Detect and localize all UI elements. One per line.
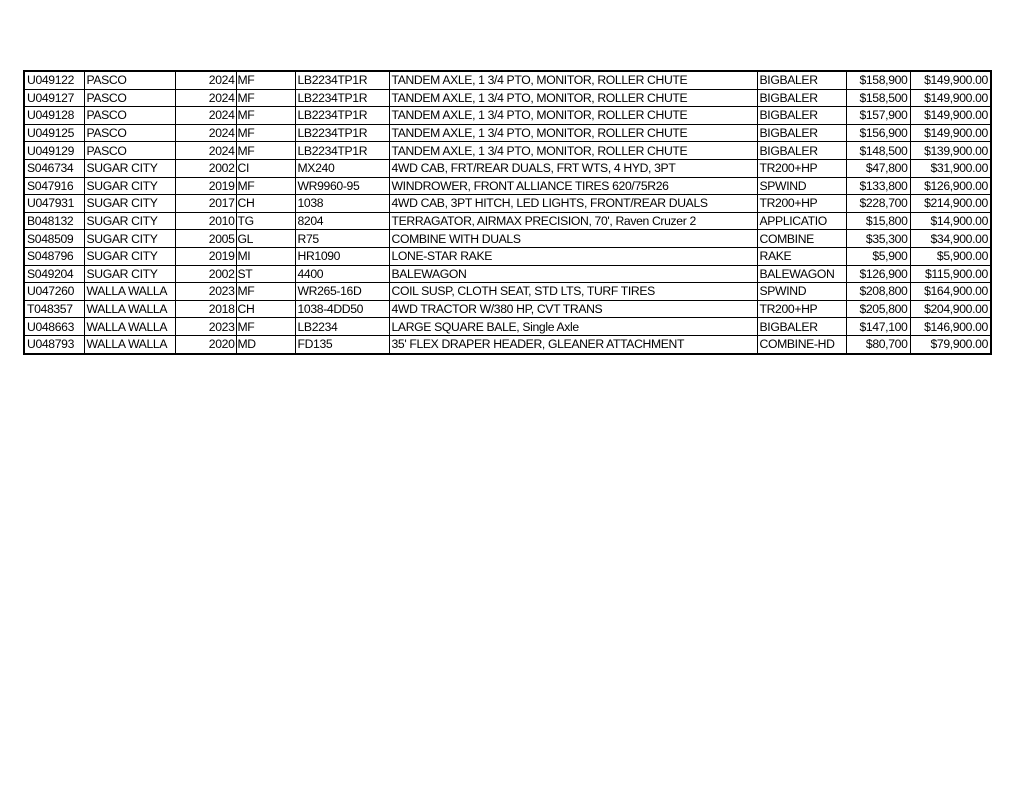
make-cell: CH — [236, 195, 295, 213]
year-cell: 2024 — [175, 142, 236, 160]
model-cell: LB2234 — [295, 318, 389, 336]
location-cell: PASCO — [84, 107, 175, 125]
list-price-cell: $205,800 — [846, 300, 910, 318]
table-row — [24, 247, 991, 265]
year-cell: 2024 — [175, 107, 236, 125]
year-cell: 2017 — [175, 195, 236, 213]
description-cell: TANDEM AXLE, 1 3/4 PTO, MONITOR, ROLLER CHUTE — [389, 71, 757, 89]
list-price-cell: $133,800 — [846, 177, 910, 195]
stock-number-cell: U048663 — [24, 318, 84, 336]
list-price-cell: $47,800 — [846, 159, 910, 177]
location-cell: WALLA WALLA — [84, 335, 175, 353]
sale-price-cell: $164,900.00 — [910, 283, 991, 301]
make-cell: MF — [236, 177, 295, 195]
table-row — [24, 265, 991, 283]
make-cell: MD — [236, 335, 295, 353]
list-price-cell: $5,900 — [846, 247, 910, 265]
sale-price-cell: $34,900.00 — [910, 230, 991, 248]
description-cell: 4WD CAB, FRT/REAR DUALS, FRT WTS, 4 HYD, 3PT — [389, 159, 757, 177]
location-cell: PASCO — [84, 124, 175, 142]
location-cell: SUGAR CITY — [84, 159, 175, 177]
stock-number-cell: U049128 — [24, 107, 84, 125]
model-cell: MX240 — [295, 159, 389, 177]
sale-price-cell: $115,900.00 — [910, 265, 991, 283]
year-cell: 2024 — [175, 89, 236, 107]
year-cell: 2002 — [175, 159, 236, 177]
description-cell: 4WD TRACTOR W/380 HP, CVT TRANS — [389, 300, 757, 318]
make-cell: MF — [236, 107, 295, 125]
category-cell: TR200+HP — [757, 159, 846, 177]
year-cell: 2020 — [175, 335, 236, 353]
table-row — [24, 142, 991, 160]
sale-price-cell: $79,900.00 — [910, 335, 991, 353]
make-cell: MI — [236, 247, 295, 265]
sale-price-cell: $149,900.00 — [910, 89, 991, 107]
stock-number-cell: U049127 — [24, 89, 84, 107]
list-price-cell: $228,700 — [846, 195, 910, 213]
description-cell: TERRAGATOR, AIRMAX PRECISION, 70', Raven Cruzer 2 — [389, 212, 757, 230]
description-cell: LARGE SQUARE BALE, Single Axle — [389, 318, 757, 336]
year-cell: 2024 — [175, 124, 236, 142]
year-cell: 2010 — [175, 212, 236, 230]
category-cell: TR200+HP — [757, 195, 846, 213]
sale-price-cell: $149,900.00 — [910, 107, 991, 125]
model-cell: LB2234TP1R — [295, 71, 389, 89]
model-cell: LB2234TP1R — [295, 89, 389, 107]
year-cell: 2023 — [175, 318, 236, 336]
list-price-cell: $80,700 — [846, 335, 910, 353]
table-row — [24, 124, 991, 142]
table-row — [24, 212, 991, 230]
category-cell: SPWIND — [757, 177, 846, 195]
description-cell: TANDEM AXLE, 1 3/4 PTO, MONITOR, ROLLER CHUTE — [389, 124, 757, 142]
make-cell: MF — [236, 124, 295, 142]
list-price-cell: $157,900 — [846, 107, 910, 125]
category-cell: APPLICATIO — [757, 212, 846, 230]
location-cell: SUGAR CITY — [84, 195, 175, 213]
make-cell: MF — [236, 318, 295, 336]
description-cell: 4WD CAB, 3PT HITCH, LED LIGHTS, FRONT/REAR DUALS — [389, 195, 757, 213]
sale-price-cell: $31,900.00 — [910, 159, 991, 177]
location-cell: PASCO — [84, 71, 175, 89]
year-cell: 2005 — [175, 230, 236, 248]
year-cell: 2018 — [175, 300, 236, 318]
model-cell: LB2234TP1R — [295, 124, 389, 142]
category-cell: BIGBALER — [757, 142, 846, 160]
list-price-cell: $158,500 — [846, 89, 910, 107]
description-cell: TANDEM AXLE, 1 3/4 PTO, MONITOR, ROLLER CHUTE — [389, 142, 757, 160]
sale-price-cell: $126,900.00 — [910, 177, 991, 195]
category-cell: RAKE — [757, 247, 846, 265]
location-cell: SUGAR CITY — [84, 212, 175, 230]
inventory-rows — [24, 71, 991, 354]
model-cell: WR9960-95 — [295, 177, 389, 195]
stock-number-cell: S046734 — [24, 159, 84, 177]
model-cell: 8204 — [295, 212, 389, 230]
make-cell: CH — [236, 300, 295, 318]
stock-number-cell: U047931 — [24, 195, 84, 213]
description-cell: BALEWAGON — [389, 265, 757, 283]
list-price-cell: $158,900 — [846, 71, 910, 89]
list-price-cell: $126,900 — [846, 265, 910, 283]
stock-number-cell: U047260 — [24, 283, 84, 301]
make-cell: CI — [236, 159, 295, 177]
model-cell: FD135 — [295, 335, 389, 353]
description-cell: COMBINE WITH DUALS — [389, 230, 757, 248]
category-cell: SPWIND — [757, 283, 846, 301]
make-cell: MF — [236, 142, 295, 160]
category-cell: BIGBALER — [757, 89, 846, 107]
location-cell: PASCO — [84, 89, 175, 107]
model-cell: 1038 — [295, 195, 389, 213]
category-cell: BIGBALER — [757, 71, 846, 89]
sale-price-cell: $149,900.00 — [910, 71, 991, 89]
list-price-cell: $208,800 — [846, 283, 910, 301]
make-cell: MF — [236, 283, 295, 301]
model-cell: 1038-4DD50 — [295, 300, 389, 318]
description-cell: 35' FLEX DRAPER HEADER, GLEANER ATTACHMENT — [389, 335, 757, 353]
sale-price-cell: $146,900.00 — [910, 318, 991, 336]
location-cell: SUGAR CITY — [84, 265, 175, 283]
list-price-cell: $147,100 — [846, 318, 910, 336]
year-cell: 2019 — [175, 177, 236, 195]
model-cell: LB2234TP1R — [295, 142, 389, 160]
stock-number-cell: U049129 — [24, 142, 84, 160]
table-row — [24, 283, 991, 301]
sale-price-cell: $204,900.00 — [910, 300, 991, 318]
sale-price-cell: $139,900.00 — [910, 142, 991, 160]
make-cell: MF — [236, 71, 295, 89]
sale-price-cell: $214,900.00 — [910, 195, 991, 213]
category-cell: BIGBALER — [757, 124, 846, 142]
category-cell: BIGBALER — [757, 107, 846, 125]
inventory-table — [23, 70, 992, 355]
category-cell: BALEWAGON — [757, 265, 846, 283]
stock-number-cell: S047916 — [24, 177, 84, 195]
description-cell: COIL SUSP, CLOTH SEAT, STD LTS, TURF TIRES — [389, 283, 757, 301]
description-cell: LONE-STAR RAKE — [389, 247, 757, 265]
table-row — [24, 300, 991, 318]
table-row — [24, 89, 991, 107]
sale-price-cell: $5,900.00 — [910, 247, 991, 265]
table-row — [24, 71, 991, 89]
description-cell: WINDROWER, FRONT ALLIANCE TIRES 620/75R26 — [389, 177, 757, 195]
category-cell: TR200+HP — [757, 300, 846, 318]
location-cell: PASCO — [84, 142, 175, 160]
stock-number-cell: U049122 — [24, 71, 84, 89]
stock-number-cell: S048509 — [24, 230, 84, 248]
description-cell: TANDEM AXLE, 1 3/4 PTO, MONITOR, ROLLER CHUTE — [389, 89, 757, 107]
stock-number-cell: B048132 — [24, 212, 84, 230]
stock-number-cell: U048793 — [24, 335, 84, 353]
stock-number-cell: S049204 — [24, 265, 84, 283]
category-cell: BIGBALER — [757, 318, 846, 336]
make-cell: MF — [236, 89, 295, 107]
list-price-cell: $148,500 — [846, 142, 910, 160]
make-cell: TG — [236, 212, 295, 230]
table-row — [24, 335, 991, 353]
year-cell: 2023 — [175, 283, 236, 301]
sale-price-cell: $14,900.00 — [910, 212, 991, 230]
list-price-cell: $156,900 — [846, 124, 910, 142]
location-cell: WALLA WALLA — [84, 283, 175, 301]
table-row — [24, 107, 991, 125]
stock-number-cell: T048357 — [24, 300, 84, 318]
location-cell: WALLA WALLA — [84, 318, 175, 336]
location-cell: SUGAR CITY — [84, 230, 175, 248]
category-cell: COMBINE-HD — [757, 335, 846, 353]
table-row — [24, 159, 991, 177]
location-cell: SUGAR CITY — [84, 247, 175, 265]
model-cell: HR1090 — [295, 247, 389, 265]
year-cell: 2024 — [175, 71, 236, 89]
model-cell: 4400 — [295, 265, 389, 283]
category-cell: COMBINE — [757, 230, 846, 248]
make-cell: GL — [236, 230, 295, 248]
stock-number-cell: U049125 — [24, 124, 84, 142]
table-row — [24, 195, 991, 213]
model-cell: LB2234TP1R — [295, 107, 389, 125]
table-row — [24, 230, 991, 248]
stock-number-cell: S048796 — [24, 247, 84, 265]
location-cell: SUGAR CITY — [84, 177, 175, 195]
model-cell: R75 — [295, 230, 389, 248]
list-price-cell: $35,300 — [846, 230, 910, 248]
year-cell: 2019 — [175, 247, 236, 265]
table-row — [24, 177, 991, 195]
year-cell: 2002 — [175, 265, 236, 283]
sale-price-cell: $149,900.00 — [910, 124, 991, 142]
list-price-cell: $15,800 — [846, 212, 910, 230]
description-cell: TANDEM AXLE, 1 3/4 PTO, MONITOR, ROLLER CHUTE — [389, 107, 757, 125]
make-cell: ST — [236, 265, 295, 283]
table-row — [24, 318, 991, 336]
model-cell: WR265-16D — [295, 283, 389, 301]
location-cell: WALLA WALLA — [84, 300, 175, 318]
